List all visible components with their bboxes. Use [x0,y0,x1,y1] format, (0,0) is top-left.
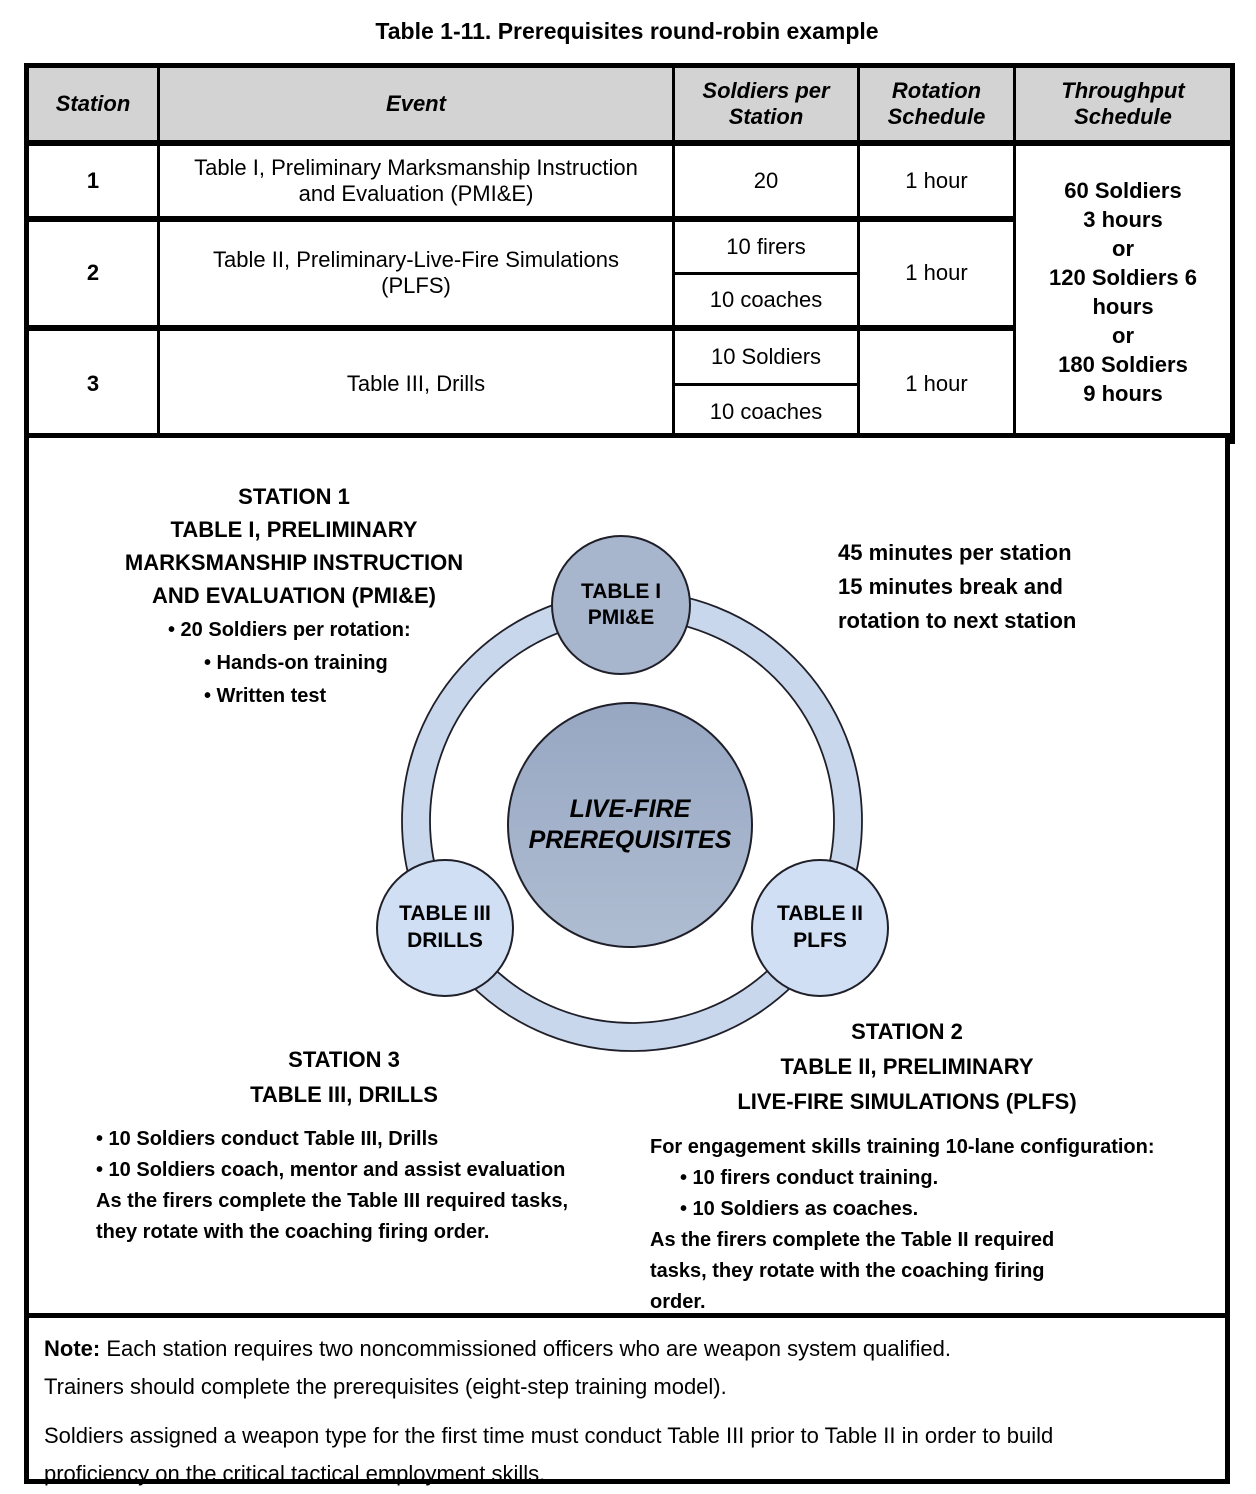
col-header-event: Event [159,66,674,143]
table3-node-label: TABLE III DRILLS [399,902,491,952]
bullet-item: • Hands-on training [204,652,388,674]
station3-heading: STATION 3 TABLE III, DRILLS [250,1047,438,1107]
station-3-soldiers-coaches: 10 coaches [674,385,859,441]
station-1-number: 1 [27,143,159,219]
bullet-item: • 20 Soldiers per rotation: [168,619,411,641]
table-row [27,143,1233,219]
bullet-item: • 10 firers conduct training. [680,1167,939,1189]
station2-body-text: For engagement skills training 10-lane configuration: • 10 firers conduct training. • 10 Soldiers as coaches. As the firers complete the Table II required tasks, they rotate with the coaching firing order. [650,1136,1155,1313]
station1-heading: STATION 1 TABLE I, PRELIMINARY MARKSMANSHIP INSTRUCTION AND EVALUATION (PMI&E) [124,484,464,608]
bullet-item: • 10 Soldiers as coaches. [680,1198,919,1220]
note-section [24,1313,1230,1484]
station-1-soldiers: 20 [674,143,859,219]
station-1-rotation: 1 hour [859,143,1015,219]
station-2-rotation: 1 hour [859,219,1015,328]
schedule-table [24,63,1235,444]
note-paragraph-2: Soldiers assigned a weapon type for the first time must conduct Table III prior to Table II in order to build proficiency on the critical tactical employment skills. [44,1423,1054,1486]
station-2-number: 2 [27,219,159,328]
bullet-item: • 10 Soldiers conduct Table III, Drills [96,1128,439,1150]
station3-body-text: • 10 Soldiers conduct Table III, Drills • 10 Soldiers coach, mentor and assist evaluation As the firers complete the Table III required tasks, they rotate with the coaching firing order. [96,1124,568,1248]
station-2-event: Table II, Preliminary-Live-Fire Simulations (PLFS) [159,219,674,328]
center-node-label: LIVE-FIRE PREREQUISITES [528,795,732,854]
note-text [44,1330,1194,1493]
bullet-item: • 10 Soldiers coach, mentor and assist evaluation [96,1159,566,1181]
station2-heading: STATION 2 TABLE II, PRELIMINARY LIVE-FIRE SIMULATIONS (PLFS) [737,1019,1077,1114]
round-robin-diagram [24,433,1230,1318]
bullet-item: • Written test [204,685,327,707]
station-2-soldiers-coaches: 10 coaches [674,274,859,328]
page-title: Table 1-11. Prerequisites round-robin example [375,18,879,44]
station1-bullet-list [168,614,411,713]
station-2-soldiers-firers: 10 firers [674,219,859,274]
col-header-rotation: Rotation Schedule [859,66,1015,143]
table1-node-label: TABLE I PMI&E [580,580,662,629]
throughput-cell: 60 Soldiers 3 hours or 120 Soldiers 6 hours or 180 Soldiers 9 hours [1015,143,1233,441]
station-3-rotation: 1 hour [859,328,1015,441]
col-header-station: Station [27,66,159,143]
station-3-soldiers-soldiers: 10 Soldiers [674,328,859,385]
note-paragraph-1: Note: Each station requires two noncommissioned officers who are weapon system qualified. Trainers should complete the prerequisites (eight-step training model). [44,1336,951,1399]
timing-note: 45 minutes per station 15 minutes break and rotation to next station [838,540,1077,633]
station-3-event: Table III, Drills [159,328,674,441]
col-header-soldiers: Soldiers per Station [674,66,859,143]
station-1-event: Table I, Preliminary Marksmanship Instruction and Evaluation (PMI&E) [159,143,674,219]
table2-node-label: TABLE II PLFS [777,902,863,952]
col-header-throughput: Throughput Schedule [1015,66,1233,143]
header-row [27,66,1233,143]
note-label: Note: [44,1336,101,1361]
station-3-number: 3 [27,328,159,441]
